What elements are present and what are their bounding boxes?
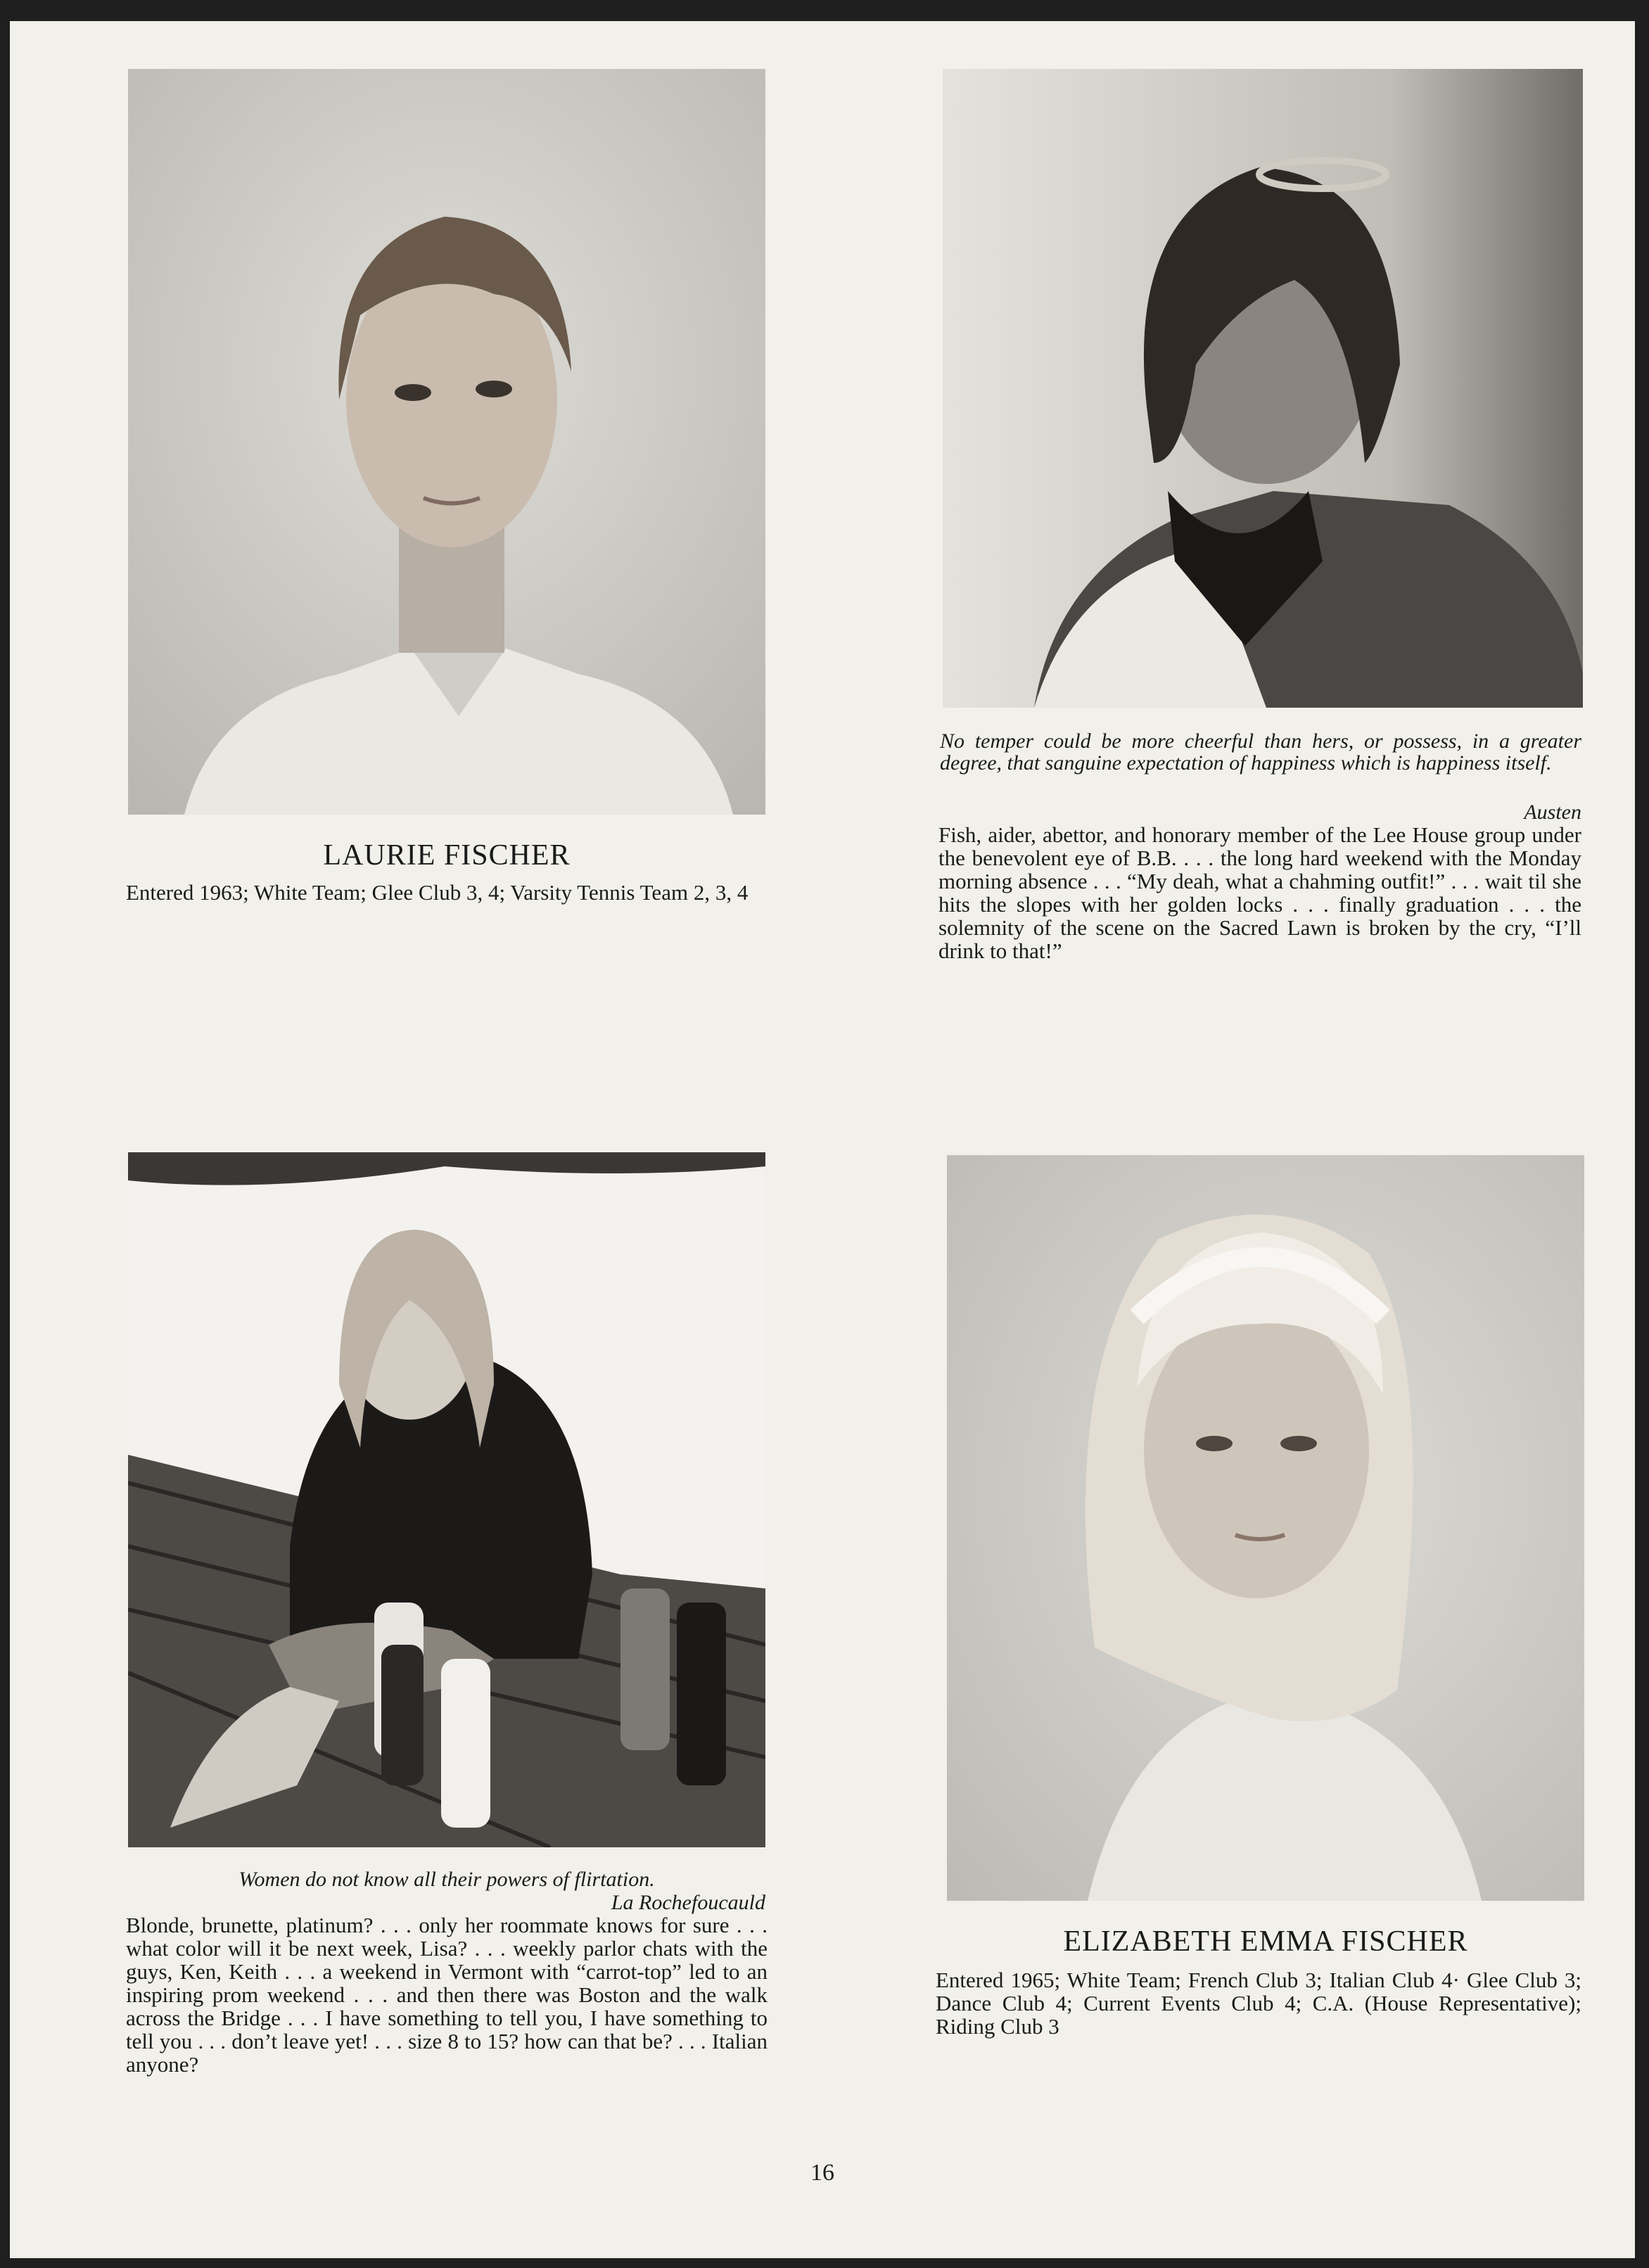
student-name: LAURIE FISCHER (323, 839, 571, 872)
quote-author: Austen (1524, 801, 1581, 824)
yearbook-page (10, 21, 1635, 2258)
write-up-text: Fish, aider, abettor, and honorary member of the Lee House group under the benevolent eye of B.B. . . . the long hard weekend with the Monday morning absence . . . “My deah, what a chahming outfit!” . . . wait til she hits the slopes with her golden locks . . . finally graduation . . . the solemnity of the scene on the Sacred Lawn is broken by the cry, “I’ll drink to that!” (938, 822, 1581, 963)
page-number: 16 (810, 2160, 834, 2186)
student-name: ELIZABETH EMMA FISCHER (1063, 1925, 1468, 1958)
portrait-photo-elizabeth (947, 1155, 1584, 1901)
yearbook-quote: Women do not know all their powers of flirtation. (238, 1868, 655, 1891)
portrait-photo-laurie (128, 69, 765, 815)
quote-author: La Rochefoucauld (611, 1891, 765, 1914)
candid-photo-elizabeth (128, 1152, 765, 1847)
activities-text: Entered 1963; White Team; Glee Club 3, 4; Varsity Tennis Team 2, 3, 4 (126, 880, 749, 905)
activities-text: Entered 1965; White Team; French Club 3; Italian Club 4· Glee Club 3; Dance Club 4; Current Events Club 4; C.A. (House Representative); Riding Club 3 (936, 1968, 1581, 2039)
write-up-text: Blonde, brunette, platinum? . . . only her roommate knows for sure . . . what color will it be next week, Lisa? . . . weekly parlor chats with the guys, Ken, Keith . . . a weekend in Vermont with “carrot-top” led to an inspiring prom weekend . . . and then there was Boston and the walk across the Bridge . . . I have something to tell you, I have something to tell you . . . don’t leave yet! . . . size 8 to 15? how can that be? . . . Italian anyone? (126, 1913, 768, 2077)
candid-photo-laurie (943, 69, 1583, 708)
yearbook-quote: No temper could be more cheerful than hers, or possess, in a greater degree, that sanguine expectation of happiness which is happiness itself. (940, 730, 1581, 775)
